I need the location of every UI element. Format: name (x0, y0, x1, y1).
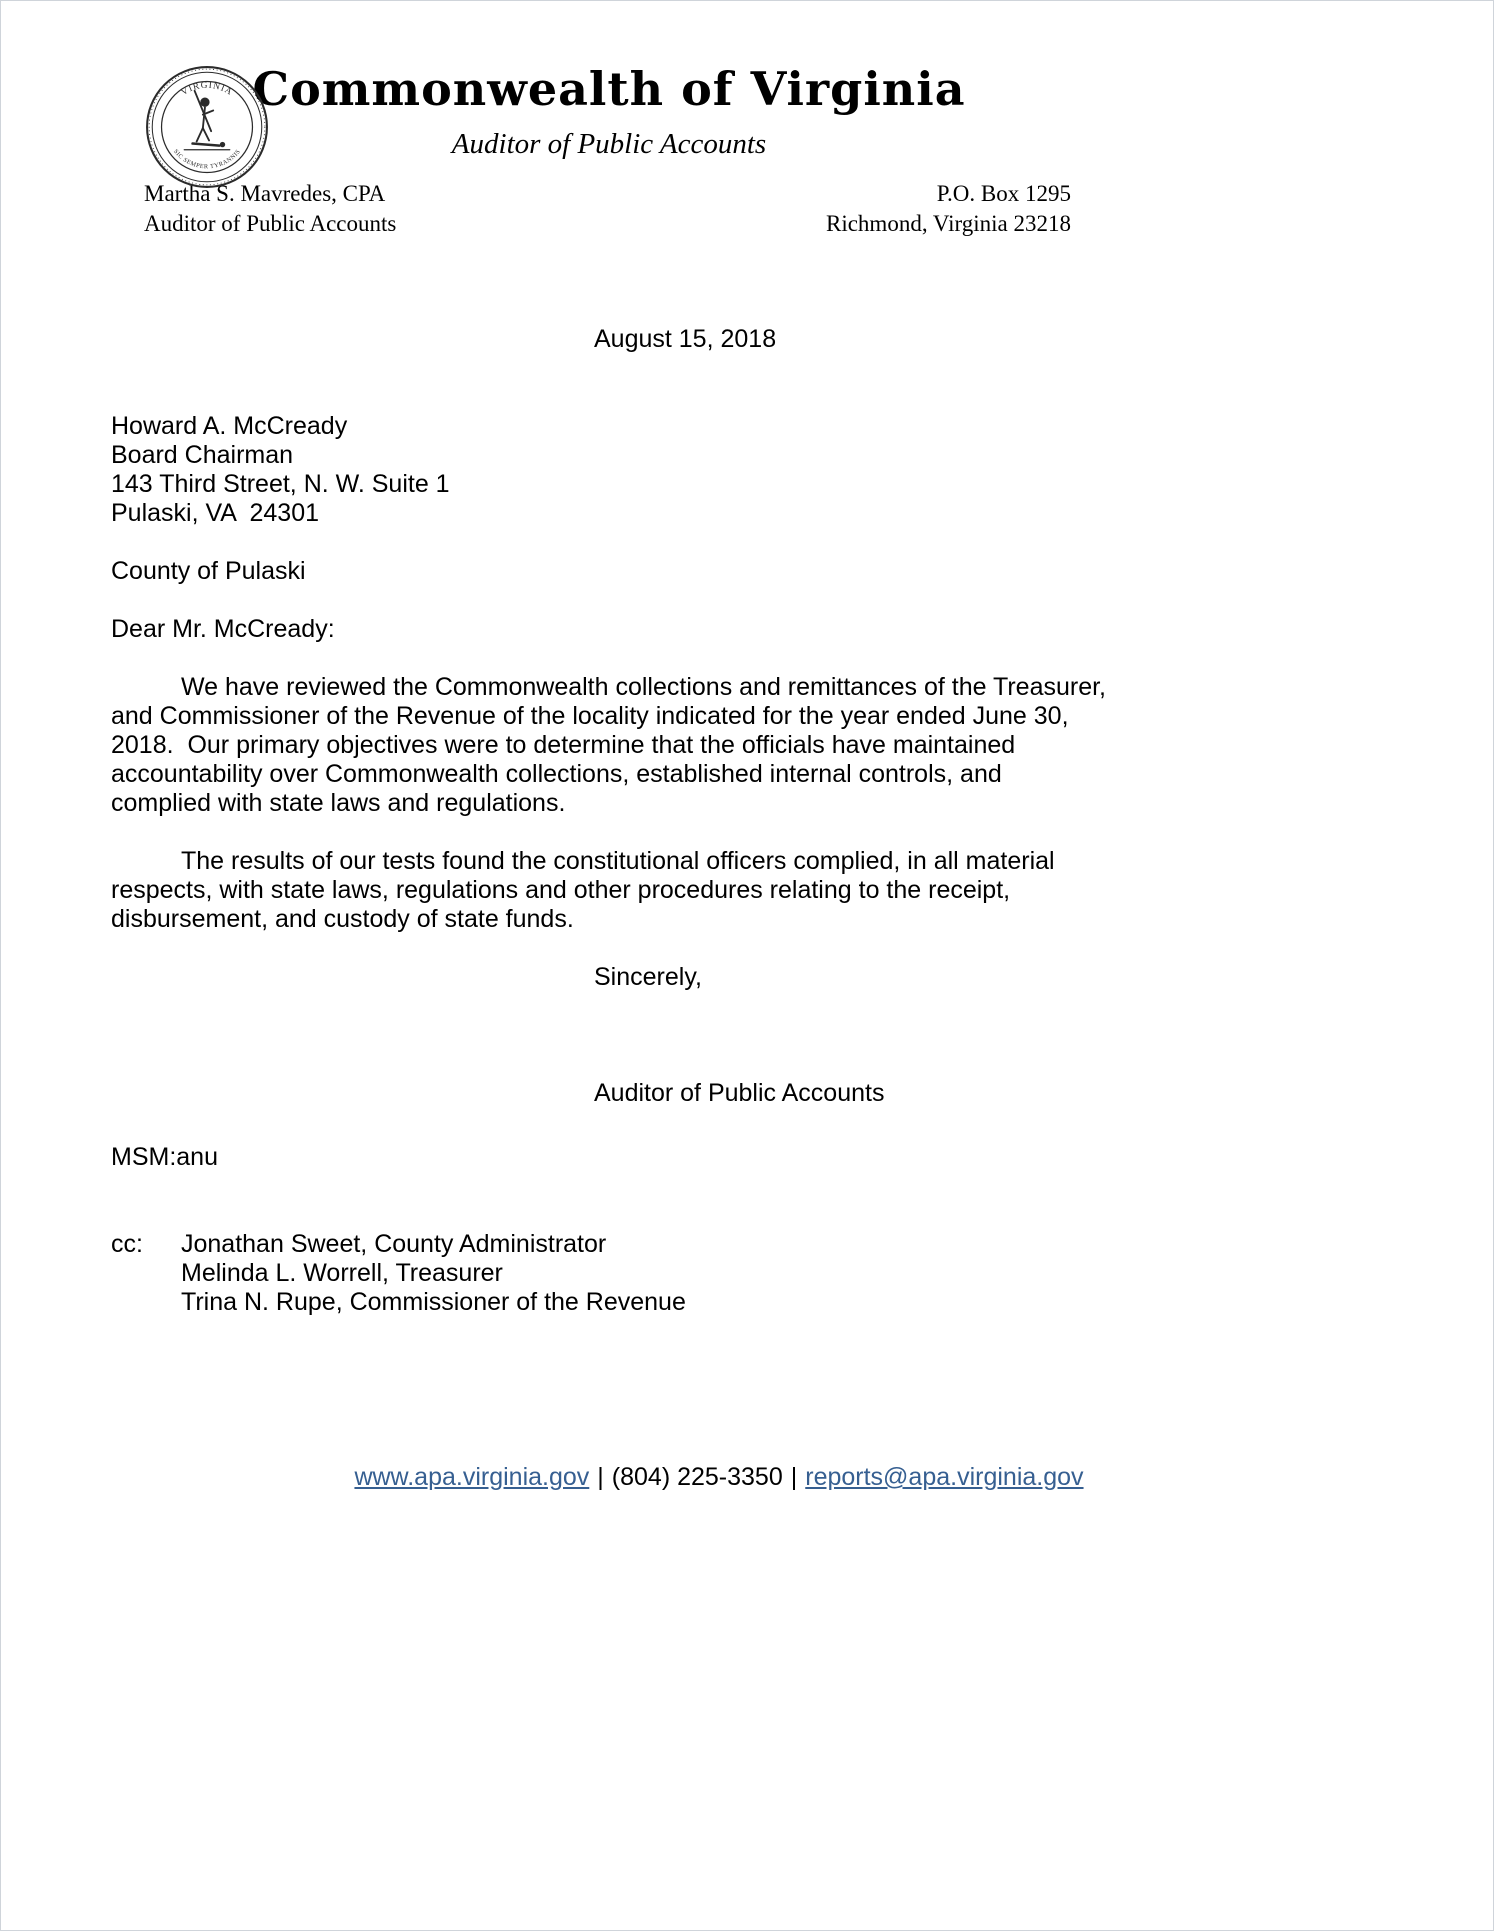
phone-number: (804) 225-3350 (611, 1463, 783, 1491)
po-box: P.O. Box 1295 (936, 180, 1071, 206)
body-paragraph-2: The results of our tests found the constitutional officers complied, in all material respects, with state laws, regulations and other procedures relating to the receipt, disbursement, and custody of state funds. (111, 846, 1062, 933)
letter-content (111, 1, 1113, 1930)
closing-line: Sincerely, (594, 962, 702, 991)
letterhead-title: Commonwealth of Virginia (252, 62, 966, 116)
cc-list (181, 1230, 686, 1317)
letter-date: August 15, 2018 (594, 324, 777, 353)
cc-block (111, 1230, 1107, 1317)
recipient-city-state-zip: Pulaski, VA 24301 (111, 498, 320, 527)
cc-line: Trina N. Rupe, Commissioner of the Revenue (181, 1287, 686, 1316)
website-link[interactable]: www.apa.virginia.gov (354, 1463, 590, 1491)
recipient-title: Board Chairman (111, 440, 294, 469)
body-paragraph-1: We have reviewed the Commonwealth collections and remittances of the Treasurer, and Commissioner of the Revenue of the locality indicated for the year ended June 30, 2018. Our primary objectives were to determine that the officials have maintained accountability over Commonwealth collections, established internal controls, and complied with state laws and regulations. (111, 672, 1113, 817)
seal-top-text: VIRGINIA (179, 80, 235, 99)
virginia-seal (145, 65, 269, 189)
svg-text:SIC SEMPER TYRANNIS (172, 148, 242, 170)
seal-figure (184, 91, 229, 150)
seal-bottom-text: SIC SEMPER TYRANNIS (171, 148, 243, 171)
footer-separator: | (597, 1463, 604, 1491)
official-title: Auditor of Public Accounts (144, 210, 397, 236)
official-name: Martha S. Mavredes, CPA (144, 180, 386, 206)
letter-body (111, 324, 1113, 1317)
svg-text:VIRGINIA (180, 81, 235, 98)
recipient-name: Howard A. McCready (111, 411, 348, 440)
locality-line: County of Pulaski (111, 556, 306, 585)
recipient-address (111, 412, 1107, 528)
email-link[interactable]: reports@apa.virginia.gov (805, 1463, 1084, 1491)
cc-line: Melinda L. Worrell, Treasurer (181, 1258, 503, 1287)
letterhead-subtitle: Auditor of Public Accounts (451, 127, 767, 160)
city-state-zip: Richmond, Virginia 23218 (825, 210, 1071, 236)
signer-title: Auditor of Public Accounts (594, 1078, 885, 1107)
recipient-street: 143 Third Street, N. W. Suite 1 (111, 469, 450, 498)
reference-initials: MSM:anu (111, 1142, 218, 1171)
footer-separator: | (790, 1463, 798, 1491)
letterhead (111, 1, 1107, 239)
cc-line: Jonathan Sweet, County Administrator (181, 1229, 607, 1258)
page-footer (221, 1463, 1217, 1492)
virginia-seal-icon (145, 65, 269, 189)
office-address-block (826, 179, 1107, 239)
cc-label: cc: (111, 1229, 143, 1258)
salutation: Dear Mr. McCready: (111, 614, 335, 643)
